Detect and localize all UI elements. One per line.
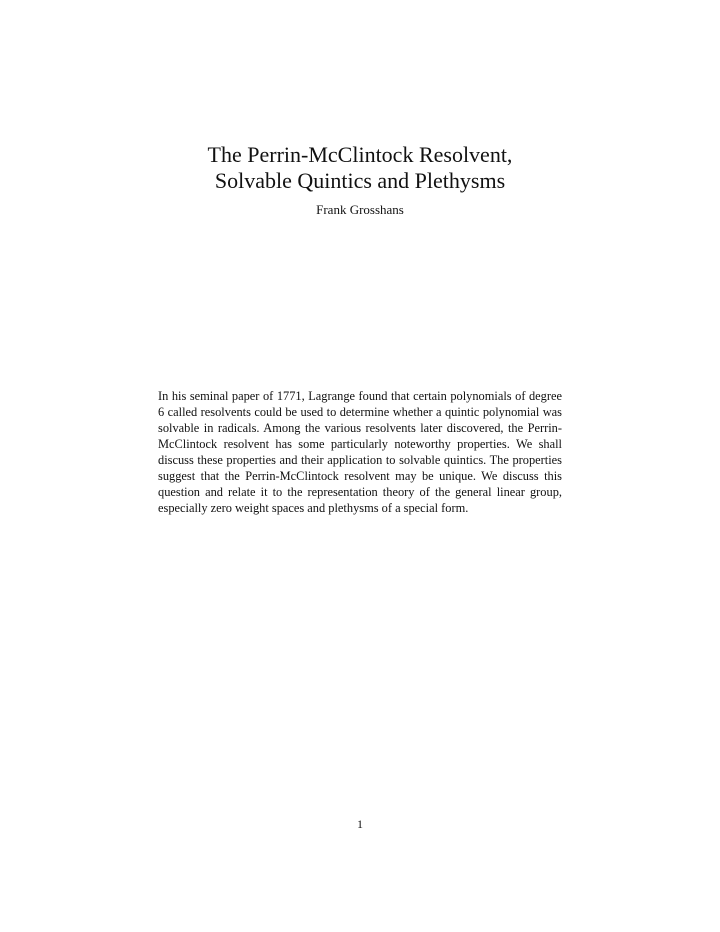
paper-title xyxy=(0,142,720,194)
author-name: Frank Grosshans xyxy=(316,202,404,217)
title-line-2: Solvable Quintics and Plethysms xyxy=(214,168,506,193)
page-number: 1 xyxy=(357,817,363,831)
title-line-1: The Perrin-McClintock Resolvent, xyxy=(207,142,513,167)
abstract-paragraph: In his seminal paper of 1771, Lagrange found that certain polynomials of degree 6 called resolvents could be used to determine whether a quintic polynomial was solvable in radicals. Among the various resolvents later discovered, the Perrin-McClintock resolvent has some particularly noteworthy properties. We shall discuss these properties and their application to solvable quintics. The properties suggest that the Perrin-McClintock resolvent may be unique. We discuss this question and relate it to the representation theory of the general linear group, especially zero weight spaces and plethysms of a special form. xyxy=(158,389,562,515)
